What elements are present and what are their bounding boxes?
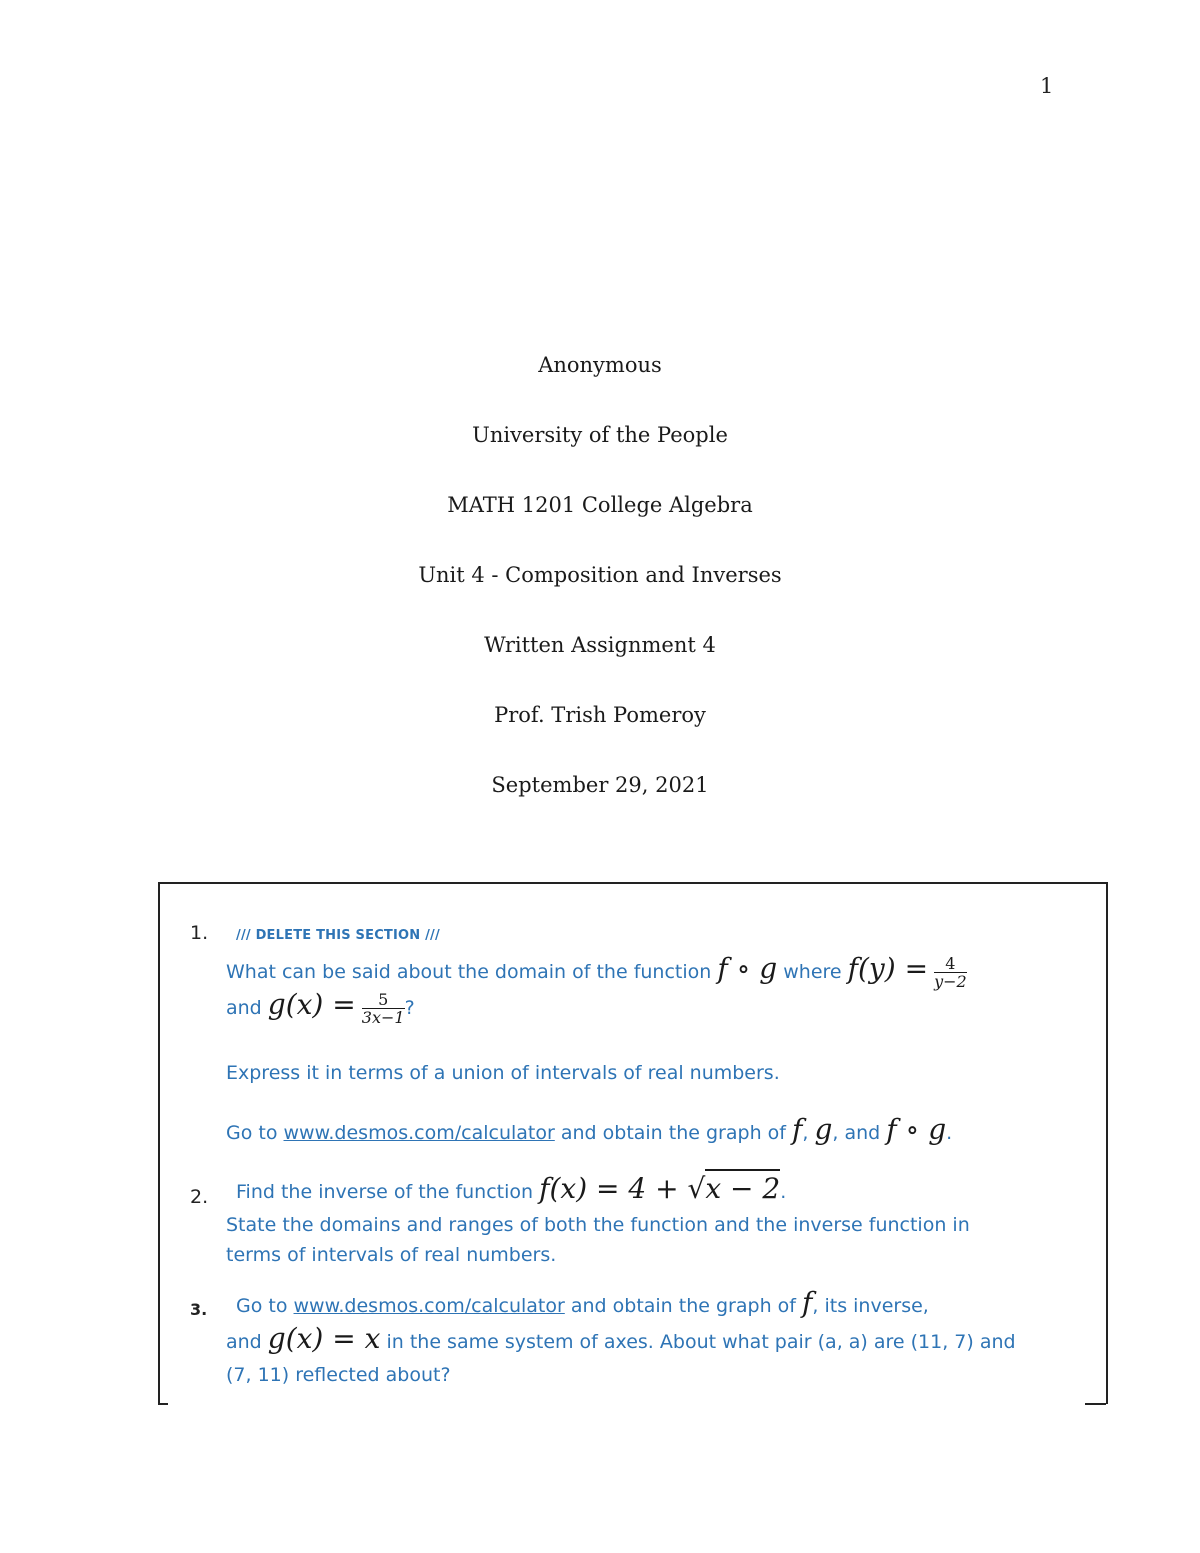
q1-comma: ,	[802, 1122, 809, 1144]
page-number: 1	[1040, 74, 1054, 98]
question-1-line-1	[226, 952, 967, 990]
question-2-line-3: terms of intervals of real numbers.	[226, 1244, 557, 1266]
q3-its-inverse: , its inverse,	[812, 1295, 929, 1317]
q1-text-1: What can be said about the domain of the function	[226, 961, 712, 983]
fraction-4-over-y-2	[934, 955, 967, 990]
question-3-number: 3.	[190, 1300, 208, 1319]
unit-title: Unit 4 - Composition and Inverses	[418, 563, 782, 587]
f-of-y-expression: f(y) =	[847, 952, 929, 985]
question-1-number: 1.	[190, 922, 209, 944]
g-equals-x-expression: g(x) = x	[267, 1322, 381, 1355]
fraction-numerator: 4	[934, 955, 967, 973]
university-name: University of the People	[472, 423, 728, 447]
g-symbol: g	[814, 1113, 833, 1146]
desmos-link[interactable]: www.desmos.com/calculator	[293, 1295, 565, 1317]
q1-and: , and	[832, 1122, 881, 1144]
q2-function-lhs: f(x) = 4 + √	[539, 1172, 706, 1205]
q2-text-1: Find the inverse of the function	[236, 1181, 534, 1203]
author-name: Anonymous	[538, 353, 662, 377]
q2-radicand: x − 2	[705, 1169, 780, 1205]
q1-go-to: Go to	[226, 1122, 278, 1144]
title-block	[0, 348, 1200, 838]
q3-go-to: Go to	[236, 1295, 288, 1317]
f-symbol: f	[792, 1113, 803, 1146]
fraction-denominator: y−2	[934, 972, 967, 991]
question-3-line-1	[236, 1286, 929, 1319]
q1-text-2: where	[783, 961, 842, 983]
assignment-title: Written Assignment 4	[484, 633, 716, 657]
q1-graph-text: and obtain the graph of	[560, 1122, 786, 1144]
fraction-denominator: 3x−1	[361, 1008, 405, 1027]
question-2-line-1	[236, 1172, 786, 1205]
box-corner-left	[158, 1403, 168, 1405]
q3-text-2: in the same system of axes. About what pair (a, a) are (11, 7) and	[386, 1331, 1016, 1353]
q1-text-3: and	[226, 997, 262, 1019]
question-3-line-3: (7, 11) reflected about?	[226, 1364, 451, 1386]
q3-graph-text: and obtain the graph of	[570, 1295, 796, 1317]
g-of-x-expression: g(x) =	[267, 988, 356, 1021]
question-1-paragraph-3	[226, 1113, 952, 1146]
question-2-number: 2.	[190, 1186, 209, 1208]
q1-period: .	[946, 1122, 953, 1144]
date: September 29, 2021	[491, 773, 709, 797]
question-3-line-2	[226, 1322, 1016, 1355]
q1-question-mark: ?	[404, 997, 415, 1019]
q3-and: and	[226, 1331, 262, 1353]
course-name: MATH 1201 College Algebra	[447, 493, 753, 517]
desmos-link[interactable]: www.desmos.com/calculator	[283, 1122, 555, 1144]
professor-name: Prof. Trish Pomeroy	[494, 703, 706, 727]
f-symbol: f	[802, 1286, 813, 1319]
question-2-line-2: State the domains and ranges of both the function and the inverse function in	[226, 1214, 970, 1236]
fog-symbol: f ∘ g	[886, 1113, 947, 1146]
fraction-5-over-3x-1	[362, 991, 405, 1026]
delete-note: /// DELETE THIS SECTION ///	[236, 928, 440, 943]
box-corner-right	[1085, 1403, 1106, 1405]
fraction-numerator: 5	[362, 991, 405, 1009]
question-1-paragraph-2: Express it in terms of a union of intervals of real numbers.	[226, 1062, 780, 1084]
q2-period: .	[780, 1181, 787, 1203]
question-1-line-2	[226, 988, 415, 1026]
fog-expression: f ∘ g	[717, 952, 778, 985]
